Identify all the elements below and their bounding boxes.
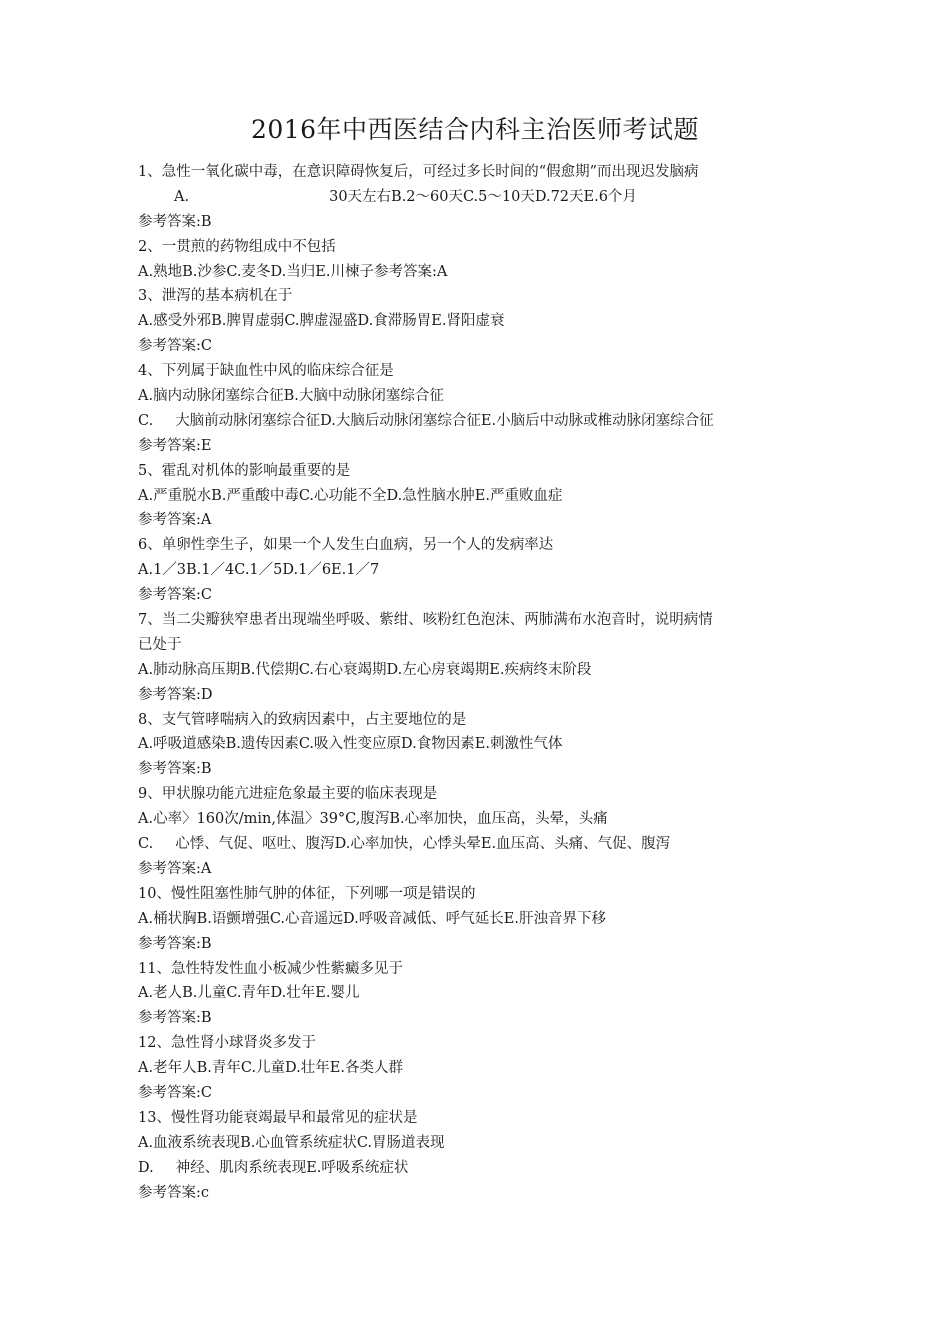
question-10-answer: 参考答案:B bbox=[138, 935, 212, 952]
question-4-options-line-1: A.脑内动脉闭塞综合征B.大脑中动脉闭塞综合征 bbox=[138, 388, 444, 405]
question-7-options: A.肺动脉高压期B.代偿期C.右心衰竭期D.左心房衰竭期E.疾病终末阶段 bbox=[138, 661, 592, 678]
question-7-text-line-2: 已处于 bbox=[138, 636, 182, 653]
question-9-options-line-2 bbox=[138, 832, 828, 857]
question-1-answer: 参考答案:B bbox=[138, 213, 212, 230]
question-11-options: A.老人B.儿童C.青年D.壮年E.婴儿 bbox=[138, 985, 360, 1002]
question-1-options bbox=[138, 185, 828, 210]
question-11-text: 11、急性特发性血小板减少性紫癜多见于 bbox=[138, 960, 403, 977]
question-8-text: 8、支气管哮喘病入的致病因素中，占主要地位的是 bbox=[138, 711, 467, 728]
question-9-answer: 参考答案:A bbox=[138, 860, 212, 877]
question-13-options-line-2 bbox=[138, 1156, 828, 1181]
question-13-answer: 参考答案:c bbox=[138, 1184, 210, 1201]
question-8-options: A.呼吸道感染B.遗传因素C.吸入性变应原D.食物因素E.刺激性气体 bbox=[138, 736, 563, 753]
question-10-options: A.桶状胸B.语颤增强C.心音遥远D.呼吸音减低、呼气延长E.肝浊音界下移 bbox=[138, 910, 606, 927]
question-3-answer: 参考答案:C bbox=[138, 338, 212, 355]
question-2-text: 2、一贯煎的药物组成中不包括 bbox=[138, 238, 336, 255]
option-letter: C. bbox=[138, 412, 154, 429]
question-5-options: A.严重脱水B.严重酸中毒C.心功能不全D.急性脑水肿E.严重败血症 bbox=[138, 487, 563, 504]
option-text: 大脑前动脉闭塞综合征D.大脑后动脉闭塞综合征E.小脑后中动脉或椎动脉闭塞综合征 bbox=[175, 412, 714, 429]
question-12-options: A.老年人B.青年C.儿童D.壮年E.各类人群 bbox=[138, 1060, 403, 1077]
option-text: 心悸、气促、呕吐、腹泻D.心率加快，心悸头晕E.血压高、头痛、气促、腹泻 bbox=[175, 836, 671, 853]
question-1-text: 1、急性一氧化碳中毒，在意识障碍恢复后，可经过多长时间的“假愈期”而出现迟发脑病 bbox=[138, 164, 699, 180]
question-5-answer: 参考答案:A bbox=[138, 512, 212, 529]
question-8-answer: 参考答案:B bbox=[138, 761, 212, 778]
question-2-options: A.熟地B.沙参C.麦冬D.当归E.川楝子参考答案:A bbox=[138, 263, 448, 280]
option-text: 神经、肌肉系统表现E.呼吸系统症状 bbox=[175, 1159, 409, 1176]
question-12-answer: 参考答案:C bbox=[138, 1084, 212, 1101]
question-4-text: 4、下列属于缺血性中风的临床综合征是 bbox=[138, 363, 394, 380]
option-letter: D. bbox=[138, 1159, 154, 1176]
option-letter: A. bbox=[174, 188, 190, 205]
question-3-text: 3、泄泻的基本病机在于 bbox=[138, 288, 293, 305]
option-letter: C. bbox=[138, 836, 154, 853]
question-6-answer: 参考答案:C bbox=[138, 587, 212, 604]
question-13-text: 13、慢性肾功能衰竭最早和最常见的症状是 bbox=[138, 1109, 418, 1126]
question-12-text: 12、急性肾小球肾炎多发于 bbox=[138, 1035, 316, 1052]
question-3-options: A.感受外邪B.脾胃虚弱C.脾虚湿盛D.食滞肠胃E.肾阳虚衰 bbox=[138, 313, 505, 330]
page-title: 2016年中西医结合内科主治医师考试题 bbox=[250, 115, 700, 144]
question-6-text: 6、单卵性孪生子，如果一个人发生白血病，另一个人的发病率达 bbox=[138, 537, 554, 554]
question-7-answer: 参考答案:D bbox=[138, 686, 213, 703]
question-4-answer: 参考答案:E bbox=[138, 437, 212, 454]
question-9-options-line-1: A.心率〉160次/min,体温〉39°C,腹泻B.心率加快，血压高，头晕，头痛 bbox=[138, 811, 608, 828]
question-10-text: 10、慢性阻塞性肺气肿的体征，下列哪一项是错误的 bbox=[138, 885, 476, 902]
option-text: 30天左右B.2～60天C.5～10天D.72天E.6个月 bbox=[329, 188, 637, 205]
question-5-text: 5、霍乱对机体的影响最重要的是 bbox=[138, 462, 351, 479]
question-4-options-line-2 bbox=[138, 409, 828, 434]
question-11-answer: 参考答案:B bbox=[138, 1010, 212, 1027]
question-list bbox=[138, 160, 828, 1205]
question-7-text-line-1: 7、当二尖瓣狭窄患者出现端坐呼吸、紫绀、咳粉红色泡沫、两肺满布水泡音时，说明病情 bbox=[138, 612, 713, 629]
question-9-text: 9、甲状腺功能亢进症危象最主要的临床表现是 bbox=[138, 786, 438, 803]
question-6-options: A.1／3B.1／4C.1／5D.1／6E.1／7 bbox=[138, 562, 380, 579]
question-13-options-line-1: A.血液系统表现B.心血管系统症状C.胃肠道表现 bbox=[138, 1134, 445, 1151]
